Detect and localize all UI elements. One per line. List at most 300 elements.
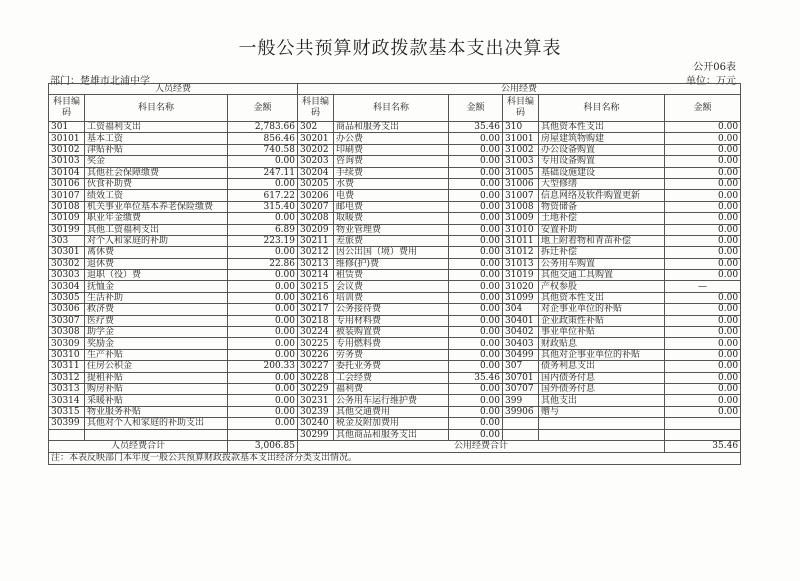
cell-name: 取暖费 — [334, 213, 449, 224]
cell-name: 对个人和家庭的补助 — [85, 235, 228, 246]
cell-code: 30199 — [49, 224, 85, 235]
cell-name: 对企事业单位的补贴 — [539, 304, 665, 315]
table-row — [49, 281, 741, 292]
cell-name: 退休费 — [85, 258, 228, 269]
table-row — [49, 178, 741, 189]
cell-code: 30224 — [298, 327, 334, 338]
cell-code: 301 — [49, 122, 85, 133]
cell-name: 水费 — [334, 178, 449, 189]
cell-code: 30304 — [49, 281, 85, 292]
cell-code: 30204 — [298, 167, 334, 178]
cell-amount: 0.00 — [449, 133, 503, 144]
cell-name: 赠与 — [539, 406, 665, 417]
cell-name: 职业年金缴费 — [85, 213, 228, 224]
totals-row — [49, 440, 741, 452]
cell-name: 其他交通工具购置 — [539, 270, 665, 281]
header-row-columns — [49, 95, 741, 122]
cell-code: 30399 — [49, 418, 85, 429]
cell-amount: 0.00 — [228, 349, 298, 360]
cell-code: 30208 — [298, 213, 334, 224]
cell-amount: 0.00 — [665, 304, 741, 315]
cell-code: 30107 — [49, 190, 85, 201]
cell-amount: 0.00 — [665, 122, 741, 133]
table-row — [49, 349, 741, 360]
cell-code: 30315 — [49, 406, 85, 417]
cell-name: 信息网络及软件购置更新 — [539, 190, 665, 201]
table-row — [49, 304, 741, 315]
cell-code: 30109 — [49, 213, 85, 224]
cell-amount: 0.00 — [228, 338, 298, 349]
cell-amount: 0.00 — [449, 281, 503, 292]
cell-amount — [665, 418, 741, 429]
cell-amount: 0.00 — [449, 224, 503, 235]
cell-code: 30209 — [298, 224, 334, 235]
cell-name: 物业服务补贴 — [85, 406, 228, 417]
cell-code: 30229 — [298, 383, 334, 394]
cell-name: 安置补助 — [539, 224, 665, 235]
cell-amount: 0.00 — [449, 144, 503, 155]
cell-amount: 0.00 — [665, 235, 741, 246]
cell-name: 办公费 — [334, 133, 449, 144]
cell-amount: 315.40 — [228, 201, 298, 212]
cell-name: 其他工资福利支出 — [85, 224, 228, 235]
cell-code: 30228 — [298, 372, 334, 383]
cell-amount: 0.00 — [228, 315, 298, 326]
cell-code: 30104 — [49, 167, 85, 178]
table-row — [49, 201, 741, 212]
cell-code: 31009 — [503, 213, 539, 224]
cell-amount: 0.00 — [449, 315, 503, 326]
personnel-total-value: 3,006.85 — [228, 440, 298, 452]
cell-amount: 0.00 — [228, 418, 298, 429]
cell-amount: 0.00 — [228, 292, 298, 303]
cell-code: 31019 — [503, 270, 539, 281]
cell-amount: 0.00 — [228, 213, 298, 224]
cell-name: 维修(护)费 — [334, 258, 449, 269]
cell-amount: 0.00 — [228, 327, 298, 338]
table-row — [49, 418, 741, 429]
cell-code: 39906 — [503, 406, 539, 417]
cell-name: 手续费 — [334, 167, 449, 178]
cell-name: 基础设施建设 — [539, 167, 665, 178]
cell-amount: 0.00 — [665, 247, 741, 258]
cell-name: 生活补助 — [85, 292, 228, 303]
cell-name: 抚恤金 — [85, 281, 228, 292]
cell-amount: 0.00 — [449, 190, 503, 201]
table-row — [49, 213, 741, 224]
cell-amount: 0.00 — [449, 349, 503, 360]
cell-name: 其他对企事业单位的补贴 — [539, 349, 665, 360]
department-label: 部门：楚雄市北浦中学 — [50, 76, 150, 87]
cell-amount — [228, 429, 298, 440]
cell-code: 30203 — [298, 156, 334, 167]
cell-name: 商品和服务支出 — [334, 122, 449, 133]
cell-amount: 0.00 — [449, 361, 503, 372]
cell-name: 其他商品和服务支出 — [334, 429, 449, 440]
table-row — [49, 258, 741, 269]
cell-code: 30225 — [298, 338, 334, 349]
cell-name: 印刷费 — [334, 144, 449, 155]
cell-name: 绩效工资 — [85, 190, 228, 201]
cell-code: 31020 — [503, 281, 539, 292]
cell-name: 退职（役）费 — [85, 270, 228, 281]
cell-amount: 0.00 — [228, 281, 298, 292]
cell-code: 30403 — [503, 338, 539, 349]
col-code-header: 科目编码 — [49, 95, 85, 122]
cell-name: 产权参股 — [539, 281, 665, 292]
cell-amount: 0.00 — [228, 156, 298, 167]
cell-name: 助学金 — [85, 327, 228, 338]
table-row — [49, 133, 741, 144]
cell-amount: 0.00 — [665, 361, 741, 372]
cell-name: 物资储备 — [539, 201, 665, 212]
cell-code: 30206 — [298, 190, 334, 201]
cell-amount: 223.19 — [228, 235, 298, 246]
cell-amount: 0.00 — [665, 178, 741, 189]
cell-code: 30214 — [298, 270, 334, 281]
cell-code: 30216 — [298, 292, 334, 303]
cell-amount: 0.00 — [449, 247, 503, 258]
table-row — [49, 144, 741, 155]
cell-amount: 200.33 — [228, 361, 298, 372]
cell-name: 机关事业单位基本养老保险缴费 — [85, 201, 228, 212]
cell-amount: 0.00 — [228, 304, 298, 315]
cell-name: 企业政策性补贴 — [539, 315, 665, 326]
public-total-value: 35.46 — [665, 440, 741, 452]
cell-name: 税金及附加费用 — [334, 418, 449, 429]
cell-code: 31008 — [503, 201, 539, 212]
cell-name: 伙食补助费 — [85, 178, 228, 189]
cell-name: 离休费 — [85, 247, 228, 258]
cell-code: 30309 — [49, 338, 85, 349]
cell-amount: 0.00 — [665, 213, 741, 224]
cell-name: 其他资本性支出 — [539, 122, 665, 133]
cell-amount: 0.00 — [665, 372, 741, 383]
cell-name: 公务用车购置 — [539, 258, 665, 269]
cell-code: 304 — [503, 304, 539, 315]
cell-name: 拆迁补偿 — [539, 247, 665, 258]
cell-code: 307 — [503, 361, 539, 372]
cell-name: 办公设备购置 — [539, 144, 665, 155]
cell-code: 30218 — [298, 315, 334, 326]
cell-code: 31013 — [503, 258, 539, 269]
cell-code: 30311 — [49, 361, 85, 372]
cell-amount: — — [665, 281, 741, 292]
table-row — [49, 315, 741, 326]
table-row — [49, 361, 741, 372]
cell-code: 30108 — [49, 201, 85, 212]
cell-amount: 0.00 — [228, 395, 298, 406]
col-amount-header: 金额 — [228, 95, 298, 122]
cell-code: 30239 — [298, 406, 334, 417]
cell-amount: 22.86 — [228, 258, 298, 269]
cell-code: 30401 — [503, 315, 539, 326]
cell-amount: 0.00 — [449, 429, 503, 440]
table-row — [49, 292, 741, 303]
cell-code: 30205 — [298, 178, 334, 189]
cell-amount: 0.00 — [665, 383, 741, 394]
cell-amount: 0.00 — [449, 292, 503, 303]
unit-label: 单位：万元 — [686, 76, 736, 87]
public-header: 公用经费 — [298, 84, 741, 95]
public-total-label: 公用经费合计 — [298, 440, 665, 452]
cell-amount: 0.00 — [449, 156, 503, 167]
cell-name: 委托业务费 — [334, 361, 449, 372]
cell-name — [85, 429, 228, 440]
table-row — [49, 190, 741, 201]
cell-code: 30207 — [298, 201, 334, 212]
cell-code: 31011 — [503, 235, 539, 246]
cell-name: 物业管理费 — [334, 224, 449, 235]
cell-code: 31010 — [503, 224, 539, 235]
cell-amount: 0.00 — [665, 201, 741, 212]
cell-name: 债务利息支出 — [539, 361, 665, 372]
col-code-header: 科目编码 — [298, 95, 334, 122]
cell-amount: 0.00 — [449, 167, 503, 178]
table-row — [49, 429, 741, 440]
cell-code: 30307 — [49, 315, 85, 326]
cell-code: 31005 — [503, 167, 539, 178]
cell-amount: 6.89 — [228, 224, 298, 235]
cell-amount: 0.00 — [449, 201, 503, 212]
personnel-header: 人员经费 — [49, 84, 298, 95]
cell-code: 31002 — [503, 144, 539, 155]
cell-name: 事业单位补贴 — [539, 327, 665, 338]
cell-amount: 0.00 — [449, 270, 503, 281]
cell-name: 大型修缮 — [539, 178, 665, 189]
header-row-groups — [49, 84, 741, 95]
cell-name: 土地补偿 — [539, 213, 665, 224]
report-title: 一般公共预算财政拨款基本支出决算表 — [238, 38, 562, 59]
cell-amount: 0.00 — [665, 338, 741, 349]
table-row — [49, 270, 741, 281]
cell-code: 30103 — [49, 156, 85, 167]
cell-name: 救济费 — [85, 304, 228, 315]
cell-code: 30217 — [298, 304, 334, 315]
cell-amount: 0.00 — [665, 406, 741, 417]
cell-name: 购房补贴 — [85, 383, 228, 394]
cell-name: 因公出国（境）费用 — [334, 247, 449, 258]
cell-code: 30106 — [49, 178, 85, 189]
cell-code: 30211 — [298, 235, 334, 246]
cell-code: 30310 — [49, 349, 85, 360]
cell-amount: 0.00 — [228, 247, 298, 258]
table-note: 注：本表反映部门本年度一般公共预算财政拨款基本支出经济分类支出情况。 — [49, 452, 741, 464]
personnel-total-label: 人员经费合计 — [49, 440, 228, 452]
cell-name: 津贴补贴 — [85, 144, 228, 155]
cell-name: 培训费 — [334, 292, 449, 303]
cell-code: 399 — [503, 395, 539, 406]
cell-amount: 0.00 — [449, 395, 503, 406]
cell-amount: 0.00 — [665, 292, 741, 303]
table-row — [49, 395, 741, 406]
cell-code: 31007 — [503, 190, 539, 201]
form-code: 公开06表 — [693, 62, 736, 73]
cell-amount: 0.00 — [665, 167, 741, 178]
cell-code: 30302 — [49, 258, 85, 269]
cell-code: 30303 — [49, 270, 85, 281]
cell-name: 采暖补贴 — [85, 395, 228, 406]
cell-name: 租赁费 — [334, 270, 449, 281]
cell-amount: 247.11 — [228, 167, 298, 178]
cell-code: 30306 — [49, 304, 85, 315]
cell-code — [49, 429, 85, 440]
col-name-header: 科目名称 — [539, 95, 665, 122]
cell-name: 奖金 — [85, 156, 228, 167]
cell-name: 咨询费 — [334, 156, 449, 167]
cell-code: 302 — [298, 122, 334, 133]
table-row — [49, 167, 741, 178]
cell-name: 电费 — [334, 190, 449, 201]
cell-amount: 35.46 — [449, 372, 503, 383]
col-name-header: 科目名称 — [334, 95, 449, 122]
cell-name: 公务用车运行维护费 — [334, 395, 449, 406]
cell-amount: 0.00 — [449, 304, 503, 315]
cell-code — [503, 418, 539, 429]
cell-amount: 0.00 — [228, 178, 298, 189]
cell-name: 其他交通费用 — [334, 406, 449, 417]
cell-name: 其他社会保障缴费 — [85, 167, 228, 178]
col-amount-header: 金额 — [665, 95, 741, 122]
cell-amount: 0.00 — [665, 315, 741, 326]
cell-name: 房屋建筑物购建 — [539, 133, 665, 144]
cell-code: 30314 — [49, 395, 85, 406]
note-row — [49, 452, 741, 464]
cell-amount: 0.00 — [449, 327, 503, 338]
cell-code: 30231 — [298, 395, 334, 406]
cell-code: 30301 — [49, 247, 85, 258]
cell-name: 专用燃料费 — [334, 338, 449, 349]
cell-amount: 0.00 — [665, 270, 741, 281]
cell-name: 国内债务付息 — [539, 372, 665, 383]
cell-amount: 0.00 — [665, 395, 741, 406]
cell-code: 30201 — [298, 133, 334, 144]
table-row — [49, 156, 741, 167]
cell-code: 30305 — [49, 292, 85, 303]
cell-code: 30701 — [503, 372, 539, 383]
expenditure-table — [48, 83, 741, 465]
cell-amount: 0.00 — [449, 406, 503, 417]
cell-amount: 0.00 — [449, 383, 503, 394]
cell-code: 31006 — [503, 178, 539, 189]
cell-amount: 0.00 — [665, 224, 741, 235]
table-row — [49, 372, 741, 383]
cell-code: 31099 — [503, 292, 539, 303]
cell-name: 福利费 — [334, 383, 449, 394]
cell-amount: 35.46 — [449, 122, 503, 133]
cell-amount: 0.00 — [665, 349, 741, 360]
cell-code — [503, 429, 539, 440]
cell-name: 奖励金 — [85, 338, 228, 349]
cell-name — [539, 418, 665, 429]
cell-amount: 2,783.66 — [228, 122, 298, 133]
cell-amount: 0.00 — [665, 258, 741, 269]
cell-code: 30101 — [49, 133, 85, 144]
cell-amount: 740.58 — [228, 144, 298, 155]
table-row — [49, 338, 741, 349]
cell-amount: 617.22 — [228, 190, 298, 201]
cell-amount: 0.00 — [449, 213, 503, 224]
cell-name — [539, 429, 665, 440]
cell-amount: 0.00 — [228, 270, 298, 281]
cell-name: 专用材料费 — [334, 315, 449, 326]
cell-amount — [665, 429, 741, 440]
cell-amount: 0.00 — [228, 406, 298, 417]
cell-code: 30402 — [503, 327, 539, 338]
cell-name: 差旅费 — [334, 235, 449, 246]
cell-code: 31001 — [503, 133, 539, 144]
cell-name: 公务接待费 — [334, 304, 449, 315]
col-code-header: 科目编码 — [503, 95, 539, 122]
cell-name: 专用设备购置 — [539, 156, 665, 167]
table-row — [49, 383, 741, 394]
cell-code: 30102 — [49, 144, 85, 155]
cell-name: 医疗费 — [85, 315, 228, 326]
cell-amount: 0.00 — [449, 235, 503, 246]
cell-name: 提租补贴 — [85, 372, 228, 383]
cell-name: 住房公积金 — [85, 361, 228, 372]
cell-name: 地上附着物和青苗补偿 — [539, 235, 665, 246]
cell-code: 31012 — [503, 247, 539, 258]
cell-code: 30707 — [503, 383, 539, 394]
cell-code: 310 — [503, 122, 539, 133]
cell-name: 财政贴息 — [539, 338, 665, 349]
cell-code: 30313 — [49, 383, 85, 394]
table-row — [49, 224, 741, 235]
cell-amount: 856.46 — [228, 133, 298, 144]
cell-code: 30227 — [298, 361, 334, 372]
cell-code: 30226 — [298, 349, 334, 360]
cell-amount: 0.00 — [228, 383, 298, 394]
cell-name: 被装购置费 — [334, 327, 449, 338]
cell-amount: 0.00 — [665, 156, 741, 167]
cell-code: 303 — [49, 235, 85, 246]
cell-name: 其他对个人和家庭的补助支出 — [85, 418, 228, 429]
cell-amount: 0.00 — [665, 133, 741, 144]
cell-name: 邮电费 — [334, 201, 449, 212]
table-row — [49, 235, 741, 246]
table-row — [49, 406, 741, 417]
cell-code: 30213 — [298, 258, 334, 269]
cell-code: 31003 — [503, 156, 539, 167]
table-row — [49, 122, 741, 133]
cell-code: 30212 — [298, 247, 334, 258]
cell-name: 工会经费 — [334, 372, 449, 383]
col-amount-header: 金额 — [449, 95, 503, 122]
cell-name: 工资福利支出 — [85, 122, 228, 133]
table-row — [49, 327, 741, 338]
cell-name: 其他资本性支出 — [539, 292, 665, 303]
cell-name: 生产补贴 — [85, 349, 228, 360]
cell-code: 30499 — [503, 349, 539, 360]
cell-code: 30312 — [49, 372, 85, 383]
cell-name: 其他支出 — [539, 395, 665, 406]
cell-name: 国外债务付息 — [539, 383, 665, 394]
table-row — [49, 247, 741, 258]
cell-amount: 0.00 — [449, 418, 503, 429]
cell-amount: 0.00 — [449, 338, 503, 349]
col-name-header: 科目名称 — [85, 95, 228, 122]
cell-code: 30308 — [49, 327, 85, 338]
cell-amount: 0.00 — [665, 190, 741, 201]
cell-code: 30202 — [298, 144, 334, 155]
cell-amount: 0.00 — [449, 178, 503, 189]
cell-amount: 0.00 — [665, 144, 741, 155]
cell-code: 30299 — [298, 429, 334, 440]
cell-name: 会议费 — [334, 281, 449, 292]
cell-amount: 0.00 — [665, 327, 741, 338]
cell-amount: 0.00 — [228, 372, 298, 383]
